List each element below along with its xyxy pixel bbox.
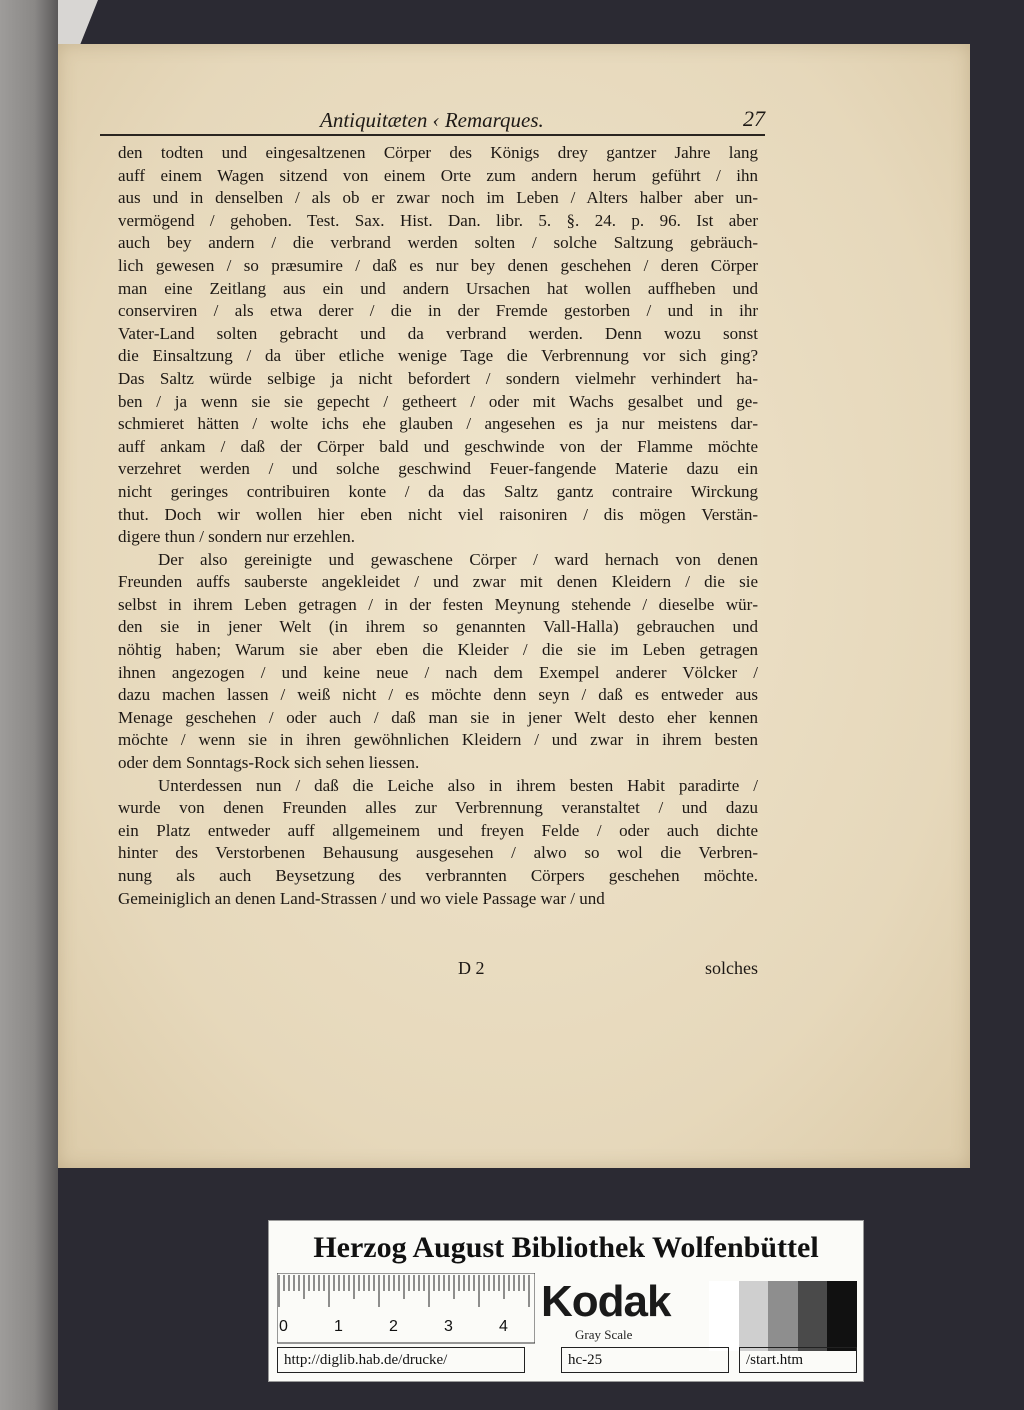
ruler-scale (277, 1273, 535, 1353)
text-line: den todten und eingesaltzenen Cörper des Königs drey gantzer Jahre lang (118, 143, 758, 162)
text-line: selbst in ihrem Leben getragen / in der festen Meynung stehende / dieselbe wür‑ (118, 594, 758, 614)
text-line: aus und in denselben / als ob er zwar noch im Leben / Alters halber aber un‑ (118, 188, 758, 208)
text-line: den sie in jener Welt (in ihrem so genannten Vall‑Halla) gebrauchen und (118, 617, 758, 637)
ruler-number: 1 (334, 1318, 343, 1335)
ruler-number: 0 (279, 1318, 288, 1335)
gray-swatch (768, 1281, 798, 1351)
running-title: Antiquitæten ‹ Remarques. (320, 108, 544, 132)
page-header (100, 104, 765, 138)
signature-mark: D 2 (458, 958, 485, 978)
text-line: möchte / wenn sie in ihren gewöhnlichen Kleidern / und zwar in ihrem besten (118, 730, 758, 750)
shelfmark-field: hc-25 (561, 1347, 729, 1373)
text-line: Das Saltz würde selbige ja nicht befordert / sondern vielmehr verhindert ha‑ (118, 368, 758, 388)
text-line: man eine Zeitlang aus ein und andern Ursachen hat wollen auffheben und (118, 278, 758, 298)
text-line: auff einem Wagen sitzend von einem Orte zum andern herum geführt / ihn (118, 165, 758, 185)
text-line: ihnen angezogen / und keine neue / nach dem Exempel anderer Völcker / (118, 662, 758, 682)
page-footer (118, 958, 758, 982)
gray-scale-label: Gray Scale (575, 1327, 633, 1342)
catchword: solches (705, 958, 758, 978)
scanner-edge (0, 0, 58, 1410)
text-line: thut. Doch wir wollen hier eben nicht viel raisoniren / dis mögen Verstän‑ (118, 504, 758, 524)
text-line: Vater‑Land solten gebracht und da verbrand werden. Denn wozu sonst (118, 323, 758, 343)
text-line: oder dem Sonntags‑Rock sich sehen liessen. (118, 753, 420, 773)
text-line: wurde von denen Freunden alles zur Verbrennung veranstaltet / und dazu (118, 798, 758, 818)
library-title: Herzog August Bibliothek Wolfenbüttel (313, 1231, 819, 1264)
text-line: vermögend / gehoben. Test. Sax. Hist. Dan. libr. 5. §. 24. p. 96. Ist aber (118, 210, 758, 230)
text-line: Gemeiniglich an denen Land‑Strassen / und wo viele Passage war / und (118, 888, 605, 908)
gray-swatch (739, 1281, 769, 1351)
text-line: Menage geschehen / oder auch / daß man sie in jener Welt desto eher kennen (118, 707, 758, 727)
gray-swatch (709, 1281, 739, 1351)
text-line: ben / ja wenn sie sie gepecht / getheert / oder mit Wachs gesalbet und ge‑ (118, 391, 758, 411)
ruler-number: 3 (444, 1318, 453, 1335)
text-line: conserviren / als etwa derer / die in der Fremde gestorben / und in ihr (118, 301, 758, 321)
header-rule (100, 134, 765, 136)
ruler-number: 4 (499, 1318, 508, 1335)
page-number: 27 (743, 106, 765, 131)
body-text (118, 142, 758, 910)
text-line: ein Platz entweder auff allgemeinem und freyen Felde / oder auch dichte (118, 820, 758, 840)
text-line: verzehret werden / und solche geschwind Feuer‑fangende Materie dazu ein (118, 459, 758, 479)
gray-swatch (827, 1281, 857, 1351)
url-field: http://diglib.hab.de/drucke/ (277, 1347, 525, 1373)
text-line: Freunden auffs sauberste angekleidet / und zwar mit denen Kleidern / die sie (118, 572, 758, 592)
text-line: nung als auch Beysetzung des verbrannten Cörpers geschehen möchte. (118, 866, 758, 885)
ruler-number: 2 (389, 1318, 398, 1335)
gray-swatch (798, 1281, 828, 1351)
gray-scale-swatches (709, 1281, 857, 1351)
text-line: dazu machen lassen / weiß nicht / es möchte denn seyn / daß es entweder aus (118, 685, 758, 705)
library-label (268, 1220, 864, 1382)
text-line: die Einsaltzung / da über etliche wenige Tage die Verbrennung vor sich ging? (118, 346, 758, 366)
start-field: /start.htm (739, 1347, 857, 1373)
text-line: Unterdessen nun / daß die Leiche also in ihrem besten Habit paradirte / (158, 775, 758, 795)
text-line: auch bey andern / die verbrand werden solten / solche Saltzung gebräuch‑ (118, 233, 758, 253)
text-line: nöhtig haben; Warum sie aber eben die Kleider / die sie im Leben getragen (118, 640, 758, 660)
text-line: Der also gereinigte und gewaschene Cörper / ward hernach von denen (158, 549, 758, 569)
text-line: hinter des Verstorbenen Behausung ausgesehen / alwo so wol die Verbren‑ (118, 843, 758, 863)
text-line: schmieret hätten / wolte ichs ehe glauben / angesehen es ja nur meistens dar‑ (118, 414, 758, 434)
kodak-logo: Kodak (541, 1277, 671, 1326)
text-line: lich gewesen / so præsumire / daß es nur bey denen geschehen / deren Cörper (118, 255, 758, 275)
text-line: digere thun / sondern nur erzehlen. (118, 527, 355, 547)
text-line: auff ankam / daß der Cörper bald und geschwinde von der Flamme möchte (118, 436, 758, 456)
text-line: nicht geringes contribuiren konte / da das Saltz gantz contraire Wirckung (118, 481, 758, 501)
